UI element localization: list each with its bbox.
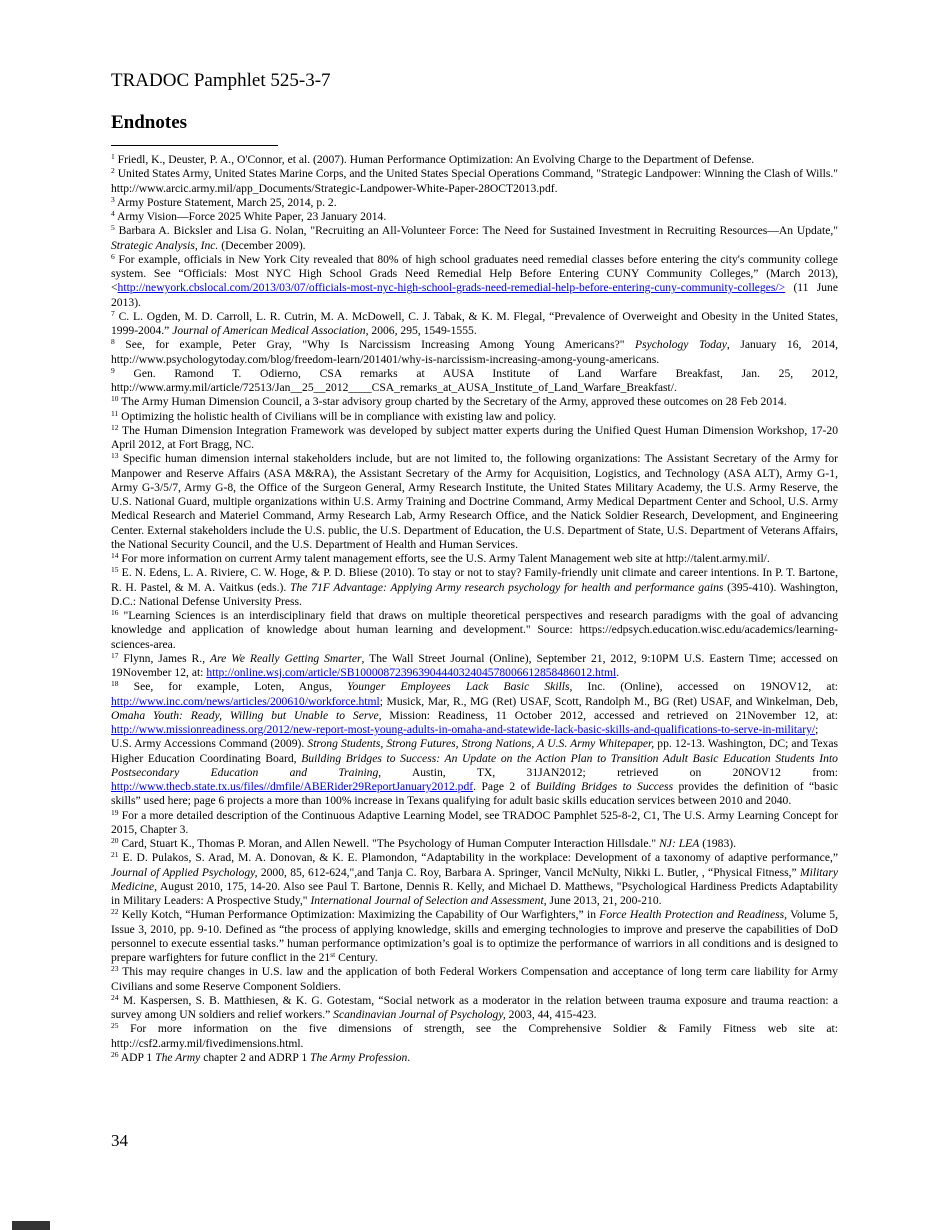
- endnote-text: .: [407, 1050, 411, 1064]
- endnote-text: Gen. Ramond T. Odierno, CSA remarks at AUSA Institute of Land Warfare Breakfast, Jan. 25, 2012, http://www.army.mil/article/72513/Jan__25__2012____CSA_remarks_at_AUSA_Institute_of_Land_Warfare_Breakfast/.: [111, 366, 838, 394]
- endnote: [111, 566, 838, 609]
- endnote-text: pp. 12-13. Washington, DC; and Texas Higher Education Coordinating Board,: [111, 737, 838, 765]
- endnote: [111, 1051, 838, 1065]
- endnote-italic-text: The 71F Advantage: Applying Army research psychology for health and performance gains: [290, 580, 724, 594]
- endnote-number: 12: [111, 422, 119, 432]
- endnote-text: E. N. Edens, L. A. Riviere, C. W. Hoge, & P. D. Bliese (2010). To stay or not to stay? Family-friendly unit climate and career intentions. In P. T. Bartone, R. H. Pastel, & M. A. Vaitkus (eds.).: [111, 566, 838, 594]
- endnote-number: 15: [111, 565, 119, 575]
- endnote-italic-text: NJ: LEA: [659, 837, 700, 850]
- endnote: [111, 452, 838, 552]
- endnote-italic-text: Scandinavian Journal of Psychology,: [333, 1008, 506, 1021]
- endnote-superscript: st: [330, 950, 336, 959]
- endnote-number: 23: [111, 964, 119, 974]
- endnote-link[interactable]: http://www.missionreadiness.org/2012/new-report-most-young-adults-in-omaha-and-statewide-lack-basic-skills-and-qualifications-to-serve-in-military/: [111, 723, 816, 736]
- endnote-text: Mission: Readiness, 11 October 2012, accessed and retrieved on 21November 12, at:: [381, 708, 838, 722]
- endnote: [111, 153, 838, 167]
- endnote-text: C. L. Ogden, M. D. Carroll, L. R. Cutrin, M. A. McDowell, C. J. Tabak, & K. M. Flegal, “Prevalence of Overweight and Obesity in the United States, 1999-2004.”: [111, 309, 839, 337]
- endnote: [111, 210, 838, 224]
- endnote-text: ; U.S. Army Accessions Command (2009).: [111, 723, 819, 751]
- endnote: [111, 908, 838, 965]
- endnote-text: M. Kaspersen, S. B. Matthiesen, & K. G. Gotestam, “Social network as a moderator in the relation between trauma exposure and trauma reaction: a survey among UN soldiers and relief workers.”: [111, 993, 838, 1021]
- endnote-text: Inc. (Online), accessed on 19NOV12, at:: [572, 680, 839, 694]
- endnote: [111, 609, 838, 652]
- endnote-italic-text: International Journal of Selection and Assessment: [310, 894, 544, 907]
- endnote-number: 5: [111, 223, 115, 233]
- endnote-number: 7: [111, 308, 115, 318]
- endnote-number: 8: [111, 337, 115, 347]
- endnote: [111, 837, 838, 851]
- endnote-number: 26: [111, 1049, 119, 1059]
- endnote-link[interactable]: http://www.inc.com/news/articles/200610/workforce.html: [111, 694, 380, 708]
- endnote-number: 2: [111, 166, 115, 176]
- endnote-text: Kelly Kotch, “Human Performance Optimization: Maximizing the Capability of Our Warfighters,” in: [121, 908, 600, 922]
- endnote: [111, 167, 838, 196]
- endnote-text: Army Vision—Force 2025 White Paper, 23 January 2014.: [117, 210, 387, 223]
- endnote-text: For example, officials in New York City revealed that 80% of high school graduates need remedial classes before entering the city's community college system. See “Officials: Most NYC High School Grads Need Remedial Help Before Entering CUNY Community Colleges,” (March 2013), <: [111, 252, 839, 295]
- endnote-number: 22: [111, 907, 119, 917]
- endnote: [111, 395, 838, 409]
- endnote-text: Volume 5, Issue 3, 2010, pp. 9-10. Defined as “the process of applying knowledge, skills and emerging technologies to improve and preserve the capabilities of DoD personnel to execute essential tasks.” human performance optimization’s goal is to optimize the performance of warriors in all conditions and is designed to prepare warfighters for future conflict in the 21: [111, 908, 838, 964]
- endnote-text: August 2010, 175, 14-20. Also see Paul T. Bartone, Dennis R. Kelly, and Michael D. Matthews, "Psychological Hardiness Predicts Adaptability in Military Leaders: A Prospective Study,": [111, 879, 838, 907]
- endnote: [111, 224, 838, 253]
- endnote: [111, 1022, 838, 1051]
- endnote-text: 2006, 295, 1549-1555.: [368, 324, 477, 337]
- endnote-text: , June 2013, 21, 200-210.: [543, 894, 662, 907]
- endnote-italic-text: Journal of American Medical Association,: [172, 324, 369, 337]
- endnote-text: See, for example, Loten, Angus,: [133, 680, 348, 694]
- endnote-italic-text: Building Bridges to Success: [535, 780, 674, 793]
- endnote-link[interactable]: http://www.thecb.state.tx.us/files//dmfile/ABERider29ReportJanuary2012.pdf: [111, 780, 474, 793]
- endnote-italic-text: Are We Really Getting Smarter: [210, 651, 362, 665]
- endnote-number: 25: [111, 1021, 119, 1031]
- endnote-text: Card, Stuart K., Thomas P. Moran, and Allen Newell. "The Psychology of Human Computer Interaction Hillsdale.": [121, 837, 660, 850]
- endnote-text: (11 June 2013).: [111, 281, 838, 309]
- endnote: [111, 965, 838, 994]
- endnote-text: "Learning Sciences is an interdisciplinary field that draws on multiple theoretical perspectives and research paradigms with the goal of advancing knowledge and application of knowledge about human learning and development." Source: https://edpsych.education.wisc.edu/academics/learning-sciences-area.: [111, 609, 838, 651]
- endnote-text: (395-410). Washington, D.C.: National Defense University Press.: [111, 580, 838, 608]
- endnote: [111, 196, 838, 210]
- endnote-text: For a more detailed description of the Continuous Adaptive Learning Model, see TRADOC Pamphlet 525-8-2, C1, The U.S. Army Learning Concept for 2015, Chapter 3.: [111, 808, 838, 836]
- endnote-text: (December 2009).: [218, 238, 306, 252]
- endnote-number: 13: [111, 451, 119, 461]
- endnote-link[interactable]: http://online.wsj.com/article/SB10000872396390444032404578006612858486012.html: [206, 666, 617, 679]
- endnote-text: (1983).: [699, 837, 737, 850]
- endnote: [111, 410, 838, 424]
- endnote-text: Optimizing the holistic health of Civilians will be in compliance with existing law and policy.: [121, 409, 557, 423]
- endnote-number: 10: [111, 394, 119, 404]
- running-header: TRADOC Pamphlet 525-3-7: [111, 70, 331, 91]
- endnote-text: ; Musick, Mar, R., MG (Ret) USAF, Scott, Randolph M., BG (Ret) USAF, and Winkelman, Deb,: [379, 694, 838, 708]
- endnote: [111, 367, 838, 396]
- endnote-number: 16: [111, 608, 119, 617]
- endnote-number: 17: [111, 650, 119, 660]
- endnote-italic-text: Military Medicine,: [111, 865, 838, 893]
- endnotes-list: [111, 153, 838, 1065]
- endnote-text: The Human Dimension Integration Framework was developed by subject matter experts during the Unified Quest Human Dimension Workshop, 17-20 April 2012, at Fort Bragg, NC.: [111, 423, 838, 451]
- endnote: [111, 338, 838, 367]
- endnote-text: For more information on the five dimensions of strength, see the Comprehensive Soldier & Family Fitness web site at: http://csf2.army.mil/fivedimensions.html.: [111, 1022, 838, 1050]
- endnote-text: , January 16, 2014, http://www.psychologytoday.com/blog/freedom-learn/201401/why-is-narcissism-increasing-among-young-americans.: [111, 338, 838, 366]
- endnote: [111, 652, 838, 681]
- endnote-italic-text: Building Bridges to Success: An Update on the Action Plan to Transition Adult Basic Education Students Into Postsecondary Education and Training: [111, 751, 838, 779]
- endnote-text: This may require changes in U.S. law and the application of both Federal Workers Compensation and acceptance of long term care liability for Army Civilians and some Reserve Component Soldiers.: [111, 965, 838, 993]
- endnote-italic-text: Younger Employees Lack Basic Skills,: [347, 680, 573, 694]
- endnote-number: 9: [111, 365, 115, 375]
- endnote-italic-text: The Army Profession: [310, 1050, 408, 1064]
- endnote-number: 3: [111, 194, 115, 204]
- endnote-number: 20: [111, 836, 119, 845]
- endnote-text: , Austin, TX, 31JAN2012; retrieved on 20NOV12 from:: [378, 765, 838, 779]
- endnote-text: E. D. Pulakos, S. Arad, M. A. Donovan, & K. E. Plamondon, “Adaptability in the workplace: Development of a taxonomy of adaptive performance,”: [122, 851, 839, 865]
- endnote-italic-text: Journal of Applied Psychology,: [111, 865, 258, 879]
- endnote-italic-text: The Army: [155, 1050, 201, 1064]
- endnote-number: 6: [111, 251, 115, 261]
- endnote: [111, 424, 838, 453]
- endnote: [111, 851, 838, 908]
- endnote-number: 14: [111, 551, 119, 560]
- endnote: [111, 809, 838, 838]
- endnote-number: 24: [111, 992, 119, 1002]
- section-title: Endnotes: [111, 112, 188, 133]
- endnote-link[interactable]: http://newyork.cbslocal.com/2013/03/07/officials-most-nyc-high-school-grads-need-remedial-help-before-entering-cuny-community-colleges/>: [117, 281, 786, 295]
- endnote-text: , The Wall Street Journal (Online), September 21, 2012, 9:10PM U.S. Eastern Time; accessed on 19November 12, at:: [111, 651, 838, 679]
- endnote-number: 1: [111, 152, 115, 161]
- endnote-number: 18: [111, 679, 119, 689]
- page-number: 34: [111, 1131, 128, 1150]
- endnote-text: 2000, 85, 612-624,",and Tanja C. Roy, Barbara A. Springer, Vancil McNulty, Nikki L. Butler, , “Physical Fitness,”: [257, 865, 800, 879]
- endnote-number: 19: [111, 807, 119, 817]
- endnote-text: Barbara A. Bicksler and Lisa G. Nolan, "Recruiting an All-Volunteer Force: The Need for Sustained Investment in Recruiting Resources—An Update,": [118, 224, 838, 238]
- endnote-number: 11: [111, 408, 119, 418]
- endnote-text: chapter 2 and ADRP 1: [200, 1050, 311, 1064]
- endnote-text: The Army Human Dimension Council, a 3-star advisory group charted by the Secretary of the Army, approved these outcomes on 28 Feb 2014.: [121, 395, 787, 409]
- endnote-text: Friedl, K., Deuster, P. A., O'Connor, et al. (2007). Human Performance Optimization: An Evolving Charge to the Department of Defense.: [117, 153, 755, 166]
- endnote-number: 21: [111, 850, 119, 860]
- endnote-italic-text: Strategic Analysis, Inc.: [111, 238, 219, 252]
- endnote: [111, 552, 838, 566]
- endnote-number: 4: [111, 209, 115, 218]
- endnote: [111, 994, 838, 1023]
- endnote-text: Army Posture Statement, March 25, 2014, p. 2.: [117, 195, 337, 209]
- endnote-italic-text: Psychology Today: [635, 338, 727, 352]
- endnote-text: Specific human dimension internal stakeholders include, but are not limited to, the following organizations: The Assistant Secretary of the Army for Manpower and Reserve Affairs (ASA M&RA), the Assistant Secretary of the Army for Acquisition, Logistics, and Technology (ASA ALT), Army G-1, Army G-3/5/7, Army G-8, the Office of the Surgeon General, Army Research Institute, the United States Military Academy, the U.S. Army Reserve, the U.S. National Guard, multiple organizations within U.S. Army Training and Doctrine Command, Army Medical Department Center and School, U.S. Army Medical Research and Materiel Command, Army Research Lab, Army Research Office, and the Natick Soldier Research, Development, and Engineering Center. External stakeholders include the U.S. public, the U.S. Department of Education, the U.S. Department of State, U.S. Department of Veterans Affairs, the National Security Council, and the U.S. Department of Health and Human Services.: [111, 452, 838, 551]
- footer-marker-bar: [12, 1221, 50, 1230]
- endnote-text: For more information on current Army talent management efforts, see the U.S. Army Talent Management web site at http://talent.army.mil/.: [121, 552, 770, 565]
- endnote-italic-text: Strong Students, Strong Futures, Strong Nations, A U.S. Army Whitepaper,: [307, 737, 655, 751]
- endnote-italic-text: Omaha Youth: Ready, Willing but Unable to Serve,: [111, 708, 382, 722]
- endnote: [111, 310, 838, 339]
- endnote-text: United States Army, United States Marine Corps, and the United States Special Operations Command, "Strategic Landpower: Winning the Clash of Wills." http://www.arcic.army.mil/app_Documents/Strategic-Landpower-White-Paper-28OCT2013.pdf.: [111, 167, 838, 195]
- endnote-text: Flynn, James R.,: [123, 651, 211, 665]
- endnote-text: ADP 1: [120, 1050, 156, 1064]
- endnote-text: See, for example, Peter Gray, "Why Is Narcissism Increasing Among Young Americans?": [125, 338, 636, 352]
- endnote-text: provides the definition of “basic skills” used here; page 6 projects a more than 100% increase in Texans qualifying for adult basic skills education services between 2010 and 2040.: [111, 780, 838, 808]
- endnote-italic-text: Force Health Protection and Readiness,: [599, 908, 788, 922]
- endnote-text: 2003, 44, 415-423.: [505, 1008, 597, 1021]
- footnote-separator-rule: [111, 145, 278, 146]
- endnote: [111, 253, 838, 310]
- endnote-text: Century.: [335, 951, 378, 964]
- endnote: [111, 680, 838, 808]
- endnote-text: . Page 2 of: [473, 780, 536, 793]
- endnote-text: .: [616, 666, 620, 679]
